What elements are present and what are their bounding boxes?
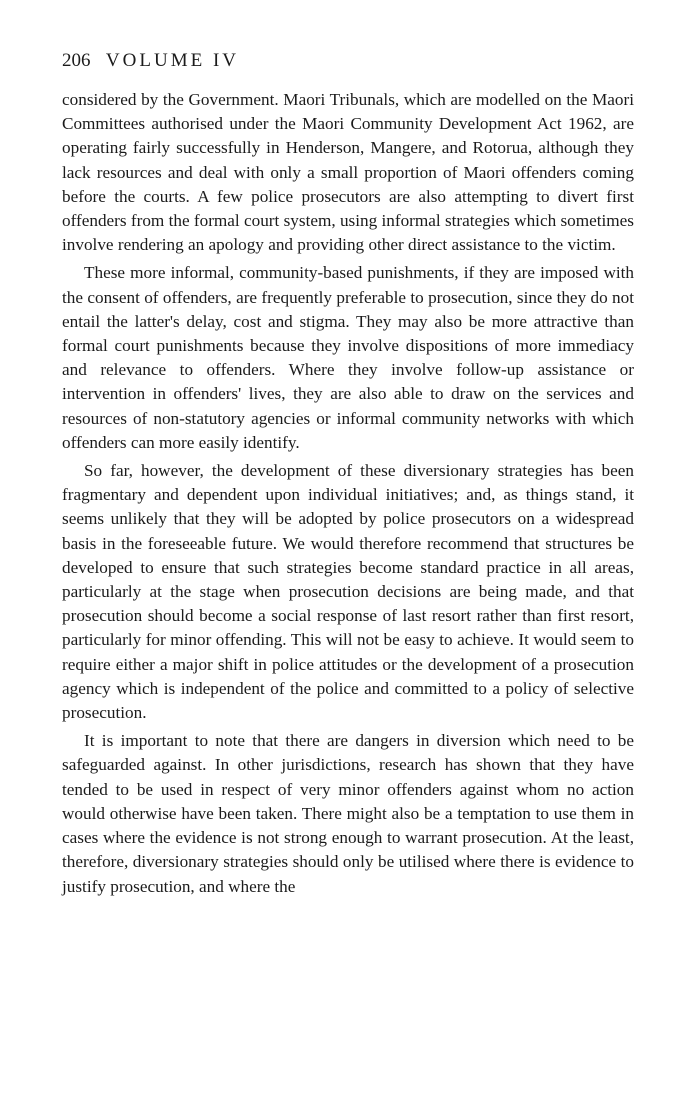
running-head: [62, 48, 634, 74]
page-number: 206: [62, 50, 91, 71]
book-page: [62, 48, 634, 899]
paragraph-continued: considered by the Government. Maori Tribunals, which are modelled on the Maori Committees authorised under the Maori Community Development Act 1962, are operating fairly successfully in Henderson, Mangere, and Rotorua, although they lack resources and deal with only a small proportion of Maori offenders coming before the courts. A few police prosecutors are also attempting to divert first offenders from the formal court system, using informal strategies which sometimes involve rendering an apology and providing other direct assistance to the victim.: [62, 90, 634, 255]
paragraph-diversionary-strategies: So far, however, the development of these diversionary strategies has been fragmentary and dependent upon individual initiatives; and, as things stand, it seems unlikely that they will be adopted by police prosecutors on a widespread basis in the foreseeable future. We would therefore recommend that structures be developed to ensure that such strategies become standard practice in all areas, particularly at the stage when prosecution decisions are being made, and that prosecution should become a social response of last resort rather than first resort, particularly for minor offending. This will not be easy to achieve. It would seem to require either a major shift in police attitudes or the development of a prosecution agency which is independent of the police and committed to a policy of selective prosecution.: [62, 461, 634, 723]
paragraph-dangers-in-diversion: It is important to note that there are dangers in diversion which need to be safeguarded against. In other jurisdictions, research has shown that they have tended to be used in respect of very minor offenders against whom no action would otherwise have been taken. There might also be a temptation to use them in cases where the evidence is not strong enough to warrant prosecution. At the least, therefore, diversionary strategies should only be utilised where there is evidence to justify prosecution, and where the: [62, 731, 634, 896]
paragraph-community-punishments: These more informal, community-based punishments, if they are imposed with the consent of offenders, are frequently preferable to prosecution, since they do not entail the latter's delay, cost and stigma. They may also be more attractive than formal court punishments because they involve dispositions of more immediacy and relevance to offenders. Where they involve follow-up assistance or intervention in offenders' lives, they are also able to draw on the services and resources of non-statutory agencies or informal community networks with which offenders can more easily identify.: [62, 263, 634, 452]
volume-title: VOLUME IV: [105, 50, 239, 71]
